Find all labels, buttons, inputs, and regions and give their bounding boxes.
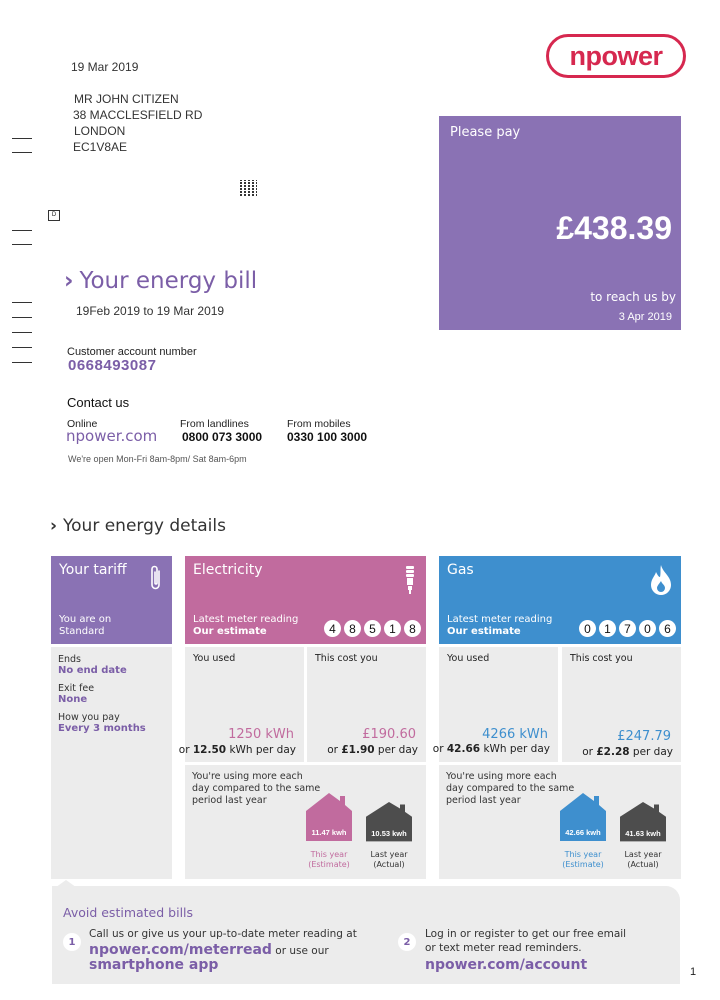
- address-line: 38 MACCLESFIELD RD: [73, 108, 203, 122]
- opening-hours: We're open Mon-Fri 8am-8pm/ Sat 8am-6pm: [68, 454, 247, 464]
- payment-box: [439, 116, 681, 330]
- mobile-number[interactable]: 0330 100 3000: [287, 430, 368, 444]
- electricity-title: Electricity: [193, 562, 263, 578]
- meter-digit: 4: [324, 620, 341, 637]
- page-title-text: Your energy bill: [79, 268, 258, 294]
- meter-digit: 6: [659, 620, 676, 637]
- caption-sub: (Actual): [373, 860, 405, 869]
- last-year-value: 41.63 kwh: [625, 829, 661, 838]
- cost-value: £247.79: [617, 729, 671, 744]
- ends-label: Ends: [58, 654, 82, 665]
- fold-mark: [12, 362, 32, 363]
- electricity-header: [185, 556, 426, 644]
- meter-digit: 1: [384, 620, 401, 637]
- fold-mark: [12, 317, 32, 318]
- website-link[interactable]: npower.com: [66, 427, 158, 445]
- contact-heading: Contact us: [67, 395, 130, 410]
- electricity-compare-box: [185, 765, 426, 879]
- due-date: 3 Apr 2019: [618, 311, 672, 323]
- cost-per-day: [327, 744, 418, 756]
- usage-value: 1250 kWh: [228, 727, 294, 742]
- fold-mark: [12, 347, 32, 348]
- page-number: 1: [690, 966, 697, 978]
- step1-text: Call us or give us your up-to-date meter reading at: [89, 928, 357, 940]
- last-year-value: 10.53 kwh: [371, 829, 407, 838]
- step2-text-line1: Log in or register to get our free email: [425, 928, 627, 940]
- step1-mid-text: or use our: [271, 945, 329, 957]
- landline-label: From landlines: [180, 418, 249, 430]
- online-label: Online: [67, 418, 98, 430]
- exit-fee-value: None: [58, 694, 88, 705]
- caption-sub: (Estimate): [562, 860, 604, 869]
- last-year-caption: [359, 850, 419, 870]
- electricity-usage-box: [178, 647, 304, 762]
- payment-method-label: How you pay: [58, 712, 120, 723]
- ends-value: No end date: [58, 665, 127, 676]
- bill-period: 19Feb 2019 to 19 Mar 2019: [76, 304, 225, 318]
- house-icon-this-year: [306, 793, 352, 841]
- compare-text: You're using more each day compared to the same period last year: [446, 771, 575, 806]
- step-number: 1: [63, 933, 81, 951]
- house-icon-this-year: [560, 793, 606, 841]
- tariff-name: Standard: [59, 626, 105, 637]
- address-line: LONDON: [74, 124, 126, 138]
- prefix-text: or: [432, 743, 444, 755]
- per-day-value: 42.66: [446, 743, 481, 755]
- address-line: EC1V8AE: [73, 140, 128, 154]
- cost-value: £190.60: [362, 727, 416, 742]
- chevron-right-icon: ›: [50, 516, 58, 536]
- meter-digit: 0: [579, 620, 596, 637]
- smartphone-app-link[interactable]: smartphone app: [89, 957, 219, 973]
- last-year-caption: [613, 850, 673, 870]
- meterread-link[interactable]: npower.com/meterread: [89, 942, 272, 958]
- amount-due: £438.39: [556, 210, 672, 246]
- compare-text: You're using more each day compared to the same period last year: [192, 771, 321, 806]
- section-title: [50, 516, 226, 536]
- barcode-overlay: [240, 180, 257, 196]
- cost-per-day: [582, 746, 673, 758]
- account-number: 0668493087: [68, 357, 157, 374]
- tariff-on-label: You are on: [59, 614, 112, 625]
- caption-sub: (Actual): [627, 860, 659, 869]
- banner-title: Avoid estimated bills: [63, 905, 194, 920]
- meter-digits: [324, 620, 421, 637]
- caption-label: This year: [564, 850, 602, 859]
- reading-type: Our estimate: [447, 626, 521, 637]
- cost-label: This cost you: [570, 653, 633, 664]
- tariff-details: [51, 647, 172, 879]
- meter-digit: 5: [364, 620, 381, 637]
- unit-text: per day: [377, 744, 418, 756]
- step-number: 2: [398, 933, 416, 951]
- used-label: You used: [193, 653, 236, 664]
- usage-per-day: [433, 743, 550, 755]
- mailing-mark: D: [48, 210, 60, 221]
- caption-label: Last year: [624, 850, 662, 859]
- payment-method-value: Every 3 months: [58, 723, 146, 734]
- caption-label: This year: [310, 850, 348, 859]
- section-title-text: Your energy details: [63, 516, 226, 536]
- house-icon-last-year: [620, 802, 666, 850]
- cost-label: This cost you: [315, 653, 378, 664]
- reading-type: Our estimate: [193, 626, 267, 637]
- fold-mark: [12, 230, 32, 231]
- prefix-text: or: [327, 744, 338, 756]
- account-label: Customer account number: [67, 346, 197, 358]
- used-label: You used: [447, 653, 490, 664]
- per-day-value: 12.50: [192, 744, 227, 756]
- page-title: [64, 268, 257, 294]
- tariff-header: [51, 556, 172, 644]
- house-icon-last-year: [366, 802, 412, 850]
- gas-header: [439, 556, 681, 644]
- meter-digit: 1: [599, 620, 616, 637]
- document-date: 19 Mar 2019: [71, 60, 139, 74]
- flame-icon: [649, 565, 673, 599]
- caption-label: Last year: [370, 850, 408, 859]
- unit-text: per day: [632, 746, 673, 758]
- per-day-value: £2.28: [596, 746, 630, 758]
- npower-logo: [546, 34, 686, 78]
- account-link[interactable]: npower.com/account: [425, 957, 588, 973]
- this-year-caption: [299, 850, 359, 870]
- gas-cost-box: [562, 647, 681, 762]
- fold-mark: [12, 302, 32, 303]
- tariff-title: Your tariff: [59, 562, 127, 578]
- gas-usage-box: [432, 647, 558, 762]
- meter-reading-label: Latest meter reading: [447, 614, 553, 625]
- prefix-text: or: [178, 744, 190, 756]
- unit-text: kWh per day: [229, 744, 296, 756]
- unit-text: kWh per day: [483, 743, 550, 755]
- usage-value: 4266 kWh: [482, 727, 548, 742]
- logo-text: npower: [569, 40, 663, 71]
- address-block: [74, 91, 202, 155]
- chevron-right-icon: ›: [64, 268, 74, 294]
- prefix-text: or: [582, 746, 593, 758]
- lightbulb-icon: [402, 564, 418, 600]
- reach-label: to reach us by: [590, 290, 676, 304]
- meter-reading-label: Latest meter reading: [193, 614, 299, 625]
- fold-mark: [12, 244, 32, 245]
- meter-digits: [579, 620, 676, 637]
- this-year-value: 42.66 kwh: [565, 828, 601, 837]
- fold-mark: [12, 152, 32, 153]
- usage-per-day: [179, 744, 296, 756]
- meter-digit: 8: [404, 620, 421, 637]
- meter-digit: 0: [639, 620, 656, 637]
- step2-text-line2: or text meter read reminders.: [425, 942, 582, 954]
- gas-compare-box: [439, 765, 681, 879]
- paperclip-icon: [148, 564, 164, 596]
- meter-digit: 7: [619, 620, 636, 637]
- please-pay-label: Please pay: [450, 125, 521, 140]
- landline-number[interactable]: 0800 073 3000: [182, 430, 263, 444]
- this-year-caption: [553, 850, 613, 870]
- meter-digit: 8: [344, 620, 361, 637]
- caption-sub: (Estimate): [308, 860, 350, 869]
- electricity-cost-box: [307, 647, 426, 762]
- this-year-value: 11.47 kwh: [311, 828, 347, 837]
- fold-mark: [12, 138, 32, 139]
- address-line: MR JOHN CITIZEN: [74, 92, 179, 106]
- mobile-label: From mobiles: [287, 418, 351, 430]
- exit-fee-label: Exit fee: [58, 683, 95, 694]
- per-day-value: £1.90: [341, 744, 375, 756]
- gas-title: Gas: [447, 562, 474, 578]
- fold-mark: [12, 332, 32, 333]
